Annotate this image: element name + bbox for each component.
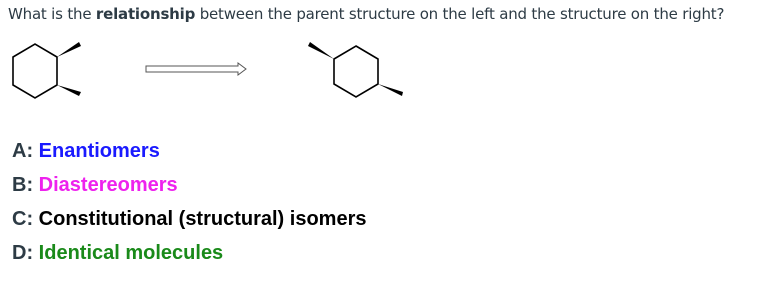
answer-c-key: C: — [12, 208, 34, 230]
answer-a-text: Enantiomers — [38, 140, 160, 162]
right-wedge-top — [308, 42, 334, 59]
right-structure — [308, 42, 403, 97]
left-ring — [13, 44, 57, 98]
answer-d — [12, 241, 366, 275]
left-wedge-bottom — [57, 85, 81, 96]
question-prefix: What is the — [8, 5, 96, 23]
answer-b-text: Diastereomers — [38, 174, 178, 196]
question-emphasis: relationship — [95, 5, 196, 23]
question-text — [8, 5, 724, 23]
answer-b-key: B: — [12, 174, 34, 196]
answer-b — [12, 173, 366, 207]
answer-c-text: Constitutional (structural) isomers — [38, 208, 367, 230]
left-structure — [13, 42, 81, 98]
answer-c — [12, 207, 366, 241]
left-wedge-top — [57, 42, 81, 57]
answer-d-key: D: — [12, 242, 34, 264]
right-ring — [334, 46, 378, 97]
question-suffix: between the parent structure on the left and the structure on the right? — [195, 5, 725, 23]
right-wedge-bottom — [378, 84, 403, 96]
answer-a-key: A: — [12, 140, 34, 162]
answer-list — [12, 139, 366, 275]
structures-figure — [0, 32, 776, 112]
answer-a — [12, 139, 366, 173]
answer-d-text: Identical molecules — [38, 242, 224, 264]
arrow-icon — [146, 63, 246, 75]
